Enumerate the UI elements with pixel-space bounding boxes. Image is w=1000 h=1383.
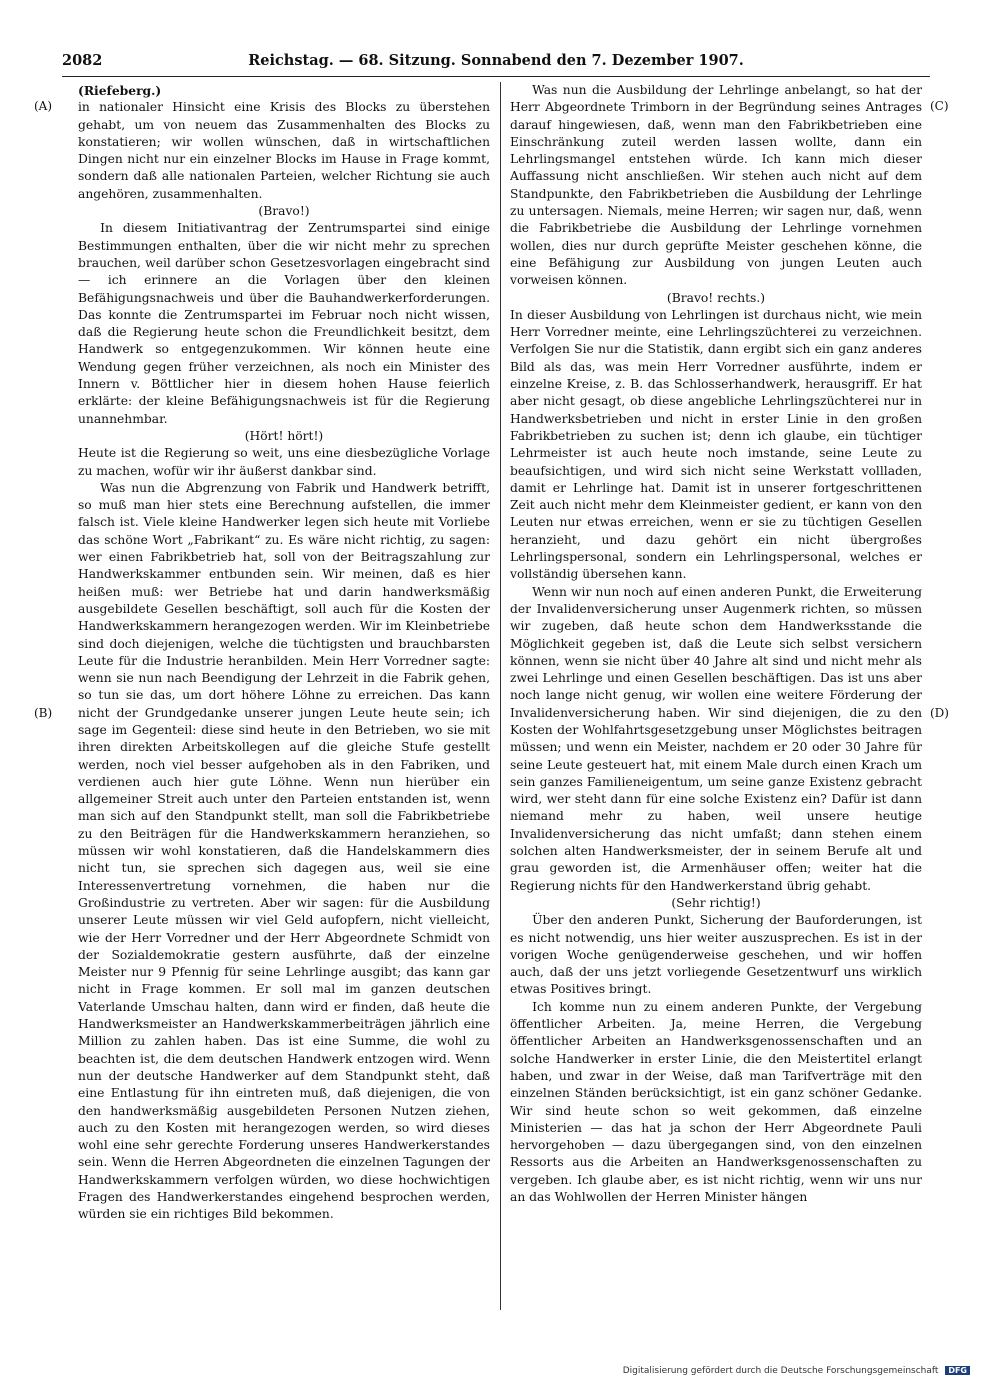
- column-divider: [500, 82, 501, 1310]
- margin-marker-d: (D): [930, 706, 949, 720]
- interjection: (Sehr richtig!): [671, 895, 761, 910]
- paragraph: In dieser Ausbildung von Lehrlingen ist durchaus nicht, wie mein Herr Vorredner meinte, eine Lehrlingszüchterei zu verzeichnen. Verfolgen Sie nur die Statistik, dann ergibt sich ein ganz anderes Bild als das, was mein Herr Vorredner ausführte, indem er einzelne Kreise, z. B. das Schlosserhandwerk, herausgriff. Er hat aber nicht gesagt, ob diese angebliche Lehrlingszüchterei nur in Handwerksbetrieben und nicht in erster Linie in den großen Fabrikbetrieben zu suchen ist; denn ich glaube, ein tüchtiger Lehrmeister ist auch heute noch imstande, seine Leute zu beaufsichtigen, und wird sich nicht seine Werkstatt vollladen, damit er Lehrlinge hat. Damit ist in unserer fortgeschrittenen Zeit auch nicht mehr dem Kleinmeister gedient, er kann von den Leuten nur etwas erreichen, wenn er sie zu tüchtigen Gesellen heranzieht, und dazu gehört ein nicht übergroßes Lehrlingspersonal, sondern ein Lehrlingspersonal, welches er vollständig übersehen kann.: [510, 307, 922, 582]
- paragraph: Heute ist die Regierung so weit, uns eine diesbezügliche Vorlage zu machen, wofür wir ihr äußerst dankbar sind.: [78, 446, 490, 478]
- digitization-credit: [623, 1366, 970, 1376]
- page-title: Reichstag. — 68. Sitzung. Sonnabend den 7. Dezember 1907.: [248, 52, 744, 69]
- credit-text: Digitalisierung gefördert durch die Deutsche Forschungsgemeinschaft: [622, 1366, 939, 1376]
- paragraph: Über den anderen Punkt, Sicherung der Bauforderungen, ist es nicht notwendig, uns hier weiter auszusprechen. Es ist in der vorigen Woche genügenderweise geschehen, und wir hoffen auch, daß der uns jetzt vorliegende Gesetzentwurf uns wirklich etwas Positives bringt.: [510, 913, 922, 997]
- paragraph: Wenn wir nun noch auf einen anderen Punkt, die Erweiterung der Invalidenversicherung unser Augenmerk richten, so müssen wir zugeben, daß heute schon dem Handwerksstande die Möglichkeit gegeben ist, daß die Leute sich selbst versichern können, wenn sie nicht über 40 Jahre alt sind und nicht mehr als zwei Lehrlinge und einen Gesellen beschäftigen. Das ist uns aber noch lange nicht genug, wir wollen eine weitere Förderung der Invalidenversicherung haben. Wir sind diejenigen, die zu den Kosten der Wohlfahrtsgesetzgebung unser Möglichstes beitragen müssen; und wenn ein Meister, nachdem er 20 oder 30 Jahre für seine Leute gesteuert hat, mit einem Male durch einen Krach um sein ganzes Familieneigentum, um seine ganze Existenz gebracht wird, wer steht dann für eine solche Existenz ein? Dafür ist dann niemand mehr zu haben, weil unsere heutige Invalidenversicherung das nicht umfaßt; dann stehen einem solchen alten Handwerksmeister, der in seinem Berufe alt und grau geworden ist, die Armenhäuser offen; weiter hat die Regierung nichts für den Handwerkerstand übrig gehabt.: [510, 584, 922, 893]
- interjection: (Bravo! rechts.): [666, 290, 766, 305]
- paragraph: Was nun die Abgrenzung von Fabrik und Handwerk betrifft, so muß man hier stets eine Berechnung aufstellen, die immer falsch ist. Viele kleine Handwerker legen sich heute mit Vorliebe das schöne Wort „Fabrikant“ zu. Es wäre nicht richtig, zu sagen: wer einen Fabrikbetrieb hat, soll von der Beitragszahlung zur Handwerkskammer entbunden sein. Wir meinen, daß es hier heißen muß: wer Betriebe hat und darin handwerksmäßig ausgebildete Gesellen beschäftigt, soll auch für die Kosten der Handwerkskammern herangezogen werden. Wir im Kleinbetriebe sind doch diejenigen, welche die tüchtigsten und brauchbarsten Leute für die Industrie heranbilden. Mein Herr Vorredner sagte: wenn sie nun nach Beendigung der Lehrzeit in die Fabrik gehen, so tun sie das, um dort höhere Löhne zu erreichen. Das kann nicht der Grundgedanke unserer jungen Leute heute sein; ich sage im Gegenteil: diese sind heute in den Betrieben, wo sie mit ihren direkten Arbeitskollegen auf die gleiche Stufe gestellt werden, noch viel besser aufgehoben als in den Fabriken, und verdienen auch hier gute Löhne. Wenn nun hierüber ein allgemeiner Streit auch unter den Parteien entstanden ist, wenn man sich auf den Standpunkt stellt, man soll die Fabrikbetriebe zu den Beiträgen für die Handwerkskammern heranziehen, so müssen wir wohl konstatieren, daß die Handelskammern dies nicht tun, sie sprechen sich dagegen aus, weil sie eine Interessenvertretung vornehmen, die haben nur die Großindustrie zu vertreten. Aber wir sagen: für die Ausbildung unserer Leute müssen wir viel Geld aufopfern, nicht vielleicht, wie der Herr Vorredner und der Herr Abgeordnete Schmidt von der Sozialdemokratie gestern ausführte, daß der einzelne Meister nur 9 Pfennig für seine Lehrlinge ausgibt; das kann gar nicht in Frage kommen. Er soll mal im ganzen deutschen Vaterlande Umschau halten, dann wird er finden, daß heute die Handwerksmeister an Handwerkskammerbeiträgen jährlich eine Million zu zahlen haben. Das ist eine Summe, die wohl zu beachten ist, die dem deutschen Handwerk entzogen wird. Wenn nun der deutsche Handwerker auf dem Standpunkt steht, daß eine Entlastung für ihn eintreten muß, daß diejenigen, die von den handwerksmäßig ausgebildeten Personen Nutzen ziehen, auch zu den Kosten mit herangezogen werden, so wird dieses wohl eine sehr gerechte Forderung unseres Handwerkerstandes sein. Wenn die Herren Abgeordneten die einzelnen Tagungen der Handwerkskammern verfolgen würden, wo diese hochwichtigen Fragen des Handwerkerstandes eingehend besprochen werden, würden sie ein richtiges Bild bekommen.: [78, 480, 490, 1222]
- dfg-logo: DFG: [945, 1366, 970, 1375]
- page-header: [62, 50, 930, 76]
- interjection: (Hört! hört!): [244, 428, 324, 443]
- header-rule: [62, 76, 930, 77]
- paragraph: Was nun die Ausbildung der Lehrlinge anbelangt, so hat der Herr Abgeordnete Trimborn in der Begründung seines Antrages darauf hingewiesen, daß, wenn man den Fabrikbetrieben eine Einschränkung zuteil werden lassen wollte, dann ein Lehrlingsmangel entstehen würde. Ich kann mich dieser Auffassung nicht anschließen. Wir stehen auch nicht auf dem Standpunkte, den Fabrikbetrieben die Ausbildung der Lehrlinge zu untersagen. Niemals, meine Herren; wir sagen nur, daß, wenn die Fabrikbetriebe die Ausbildung der Lehrlinge vornehmen wollen, dies nur durch geprüfte Meister geschehen könne, die eine Befähigung zur Ausbildung von jungen Leuten auch vorweisen können.: [510, 83, 922, 288]
- interjection: (Bravo!): [258, 204, 310, 219]
- page-number: 2082: [62, 52, 103, 69]
- paragraph: In diesem Initiativantrag der Zentrumspartei sind einige Bestimmungen enthalten, über die wir nicht mehr zu sprechen brauchen, weil darüber schon Gesetzesvorlagen eingebracht sind — ich erinnere an die Vorlagen über den kleinen Befähigungsnachweis und über die Bauhandwerkerforderungen. Das konnte die Zentrumspartei im Februar noch nicht wissen, daß die Regierung heute schon die Freundlichkeit besitzt, dem Handwerk so entgegenzukommen. Wir können heute eine Wendung gegen früher verzeichnen, als noch ein Minister des Innern v. Böttlicher hier in diesem hohen Hause feierlich erklärte: der kleine Befähigungsnachweis ist für die Regierung unannehmbar.: [78, 221, 490, 426]
- speaker-name: (Riefeberg.): [78, 83, 162, 98]
- margin-marker-a: (A): [34, 99, 53, 113]
- margin-marker-b: (B): [34, 706, 53, 720]
- left-column: [78, 82, 490, 1310]
- right-column: [510, 82, 922, 1310]
- paragraph: in nationaler Hinsicht eine Krisis des Blocks zu überstehen gehabt, um von neuem das Zusammenhalten des Blocks zu konstatieren; wir wollen wünschen, daß in wirtschaftlichen Dingen nicht nur ein einzelner Blocks im Hause in Frage kommt, sondern daß alle nationalen Parteien, welcher Richtung sie auch angehören, zusammenhalten.: [78, 100, 490, 201]
- paragraph: Ich komme nun zu einem anderen Punkte, der Vergebung öffentlicher Arbeiten. Ja, meine Herren, die Vergebung öffentlicher Arbeiten an Handwerksgenossenschaften und an solche Handwerker in erster Linie, die den Meistertitel erlangt haben, und zwar in der Weise, daß man Tarifverträge mit den einzelnen Ständen berücksichtigt, ist ein ganz schöner Gedanke. Wir sind heute schon so weit gekommen, daß einzelne Ministerien — das hat ja schon der Herr Abgeordnete Pauli hervorgehoben — dazu übergegangen sind, von den einzelnen Ressorts aus die Arbeiten an Handwerksgenossenschaften zu vergeben. Ich glaube aber, es ist nicht richtig, wenn wir uns nur an das Wohlwollen der Herren Minister hängen: [510, 999, 922, 1204]
- margin-marker-c: (C): [930, 99, 949, 113]
